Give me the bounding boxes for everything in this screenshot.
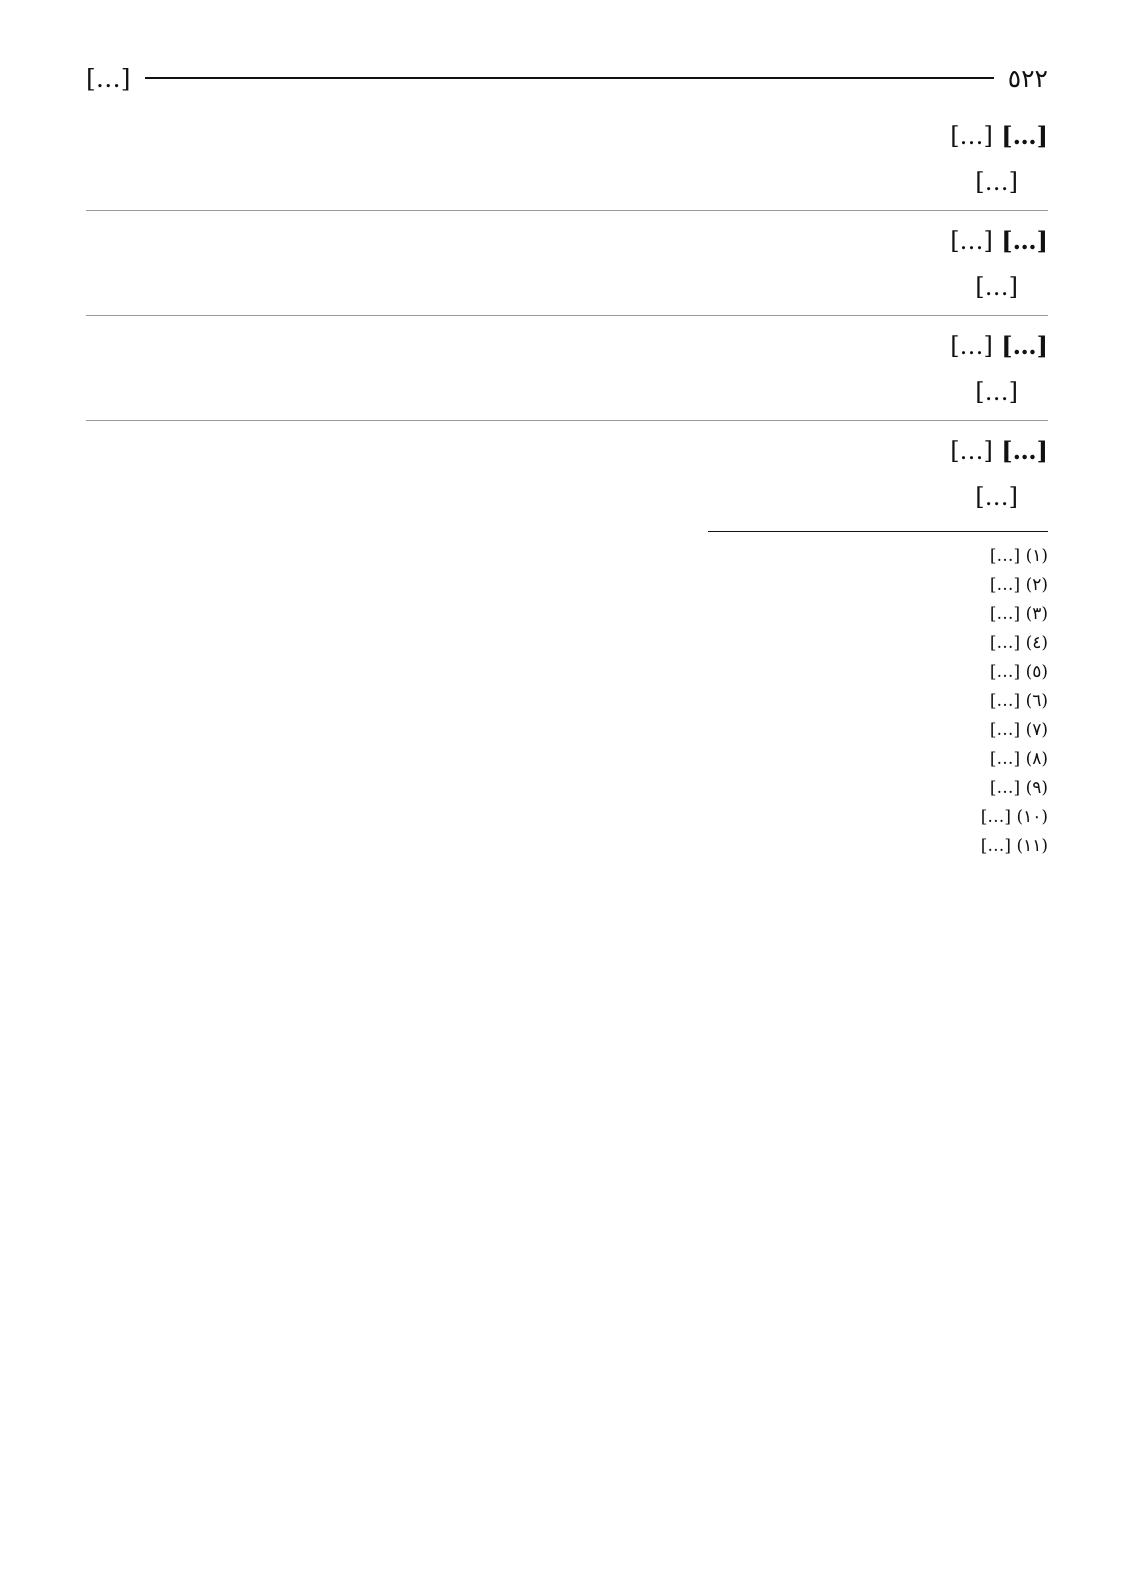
footnote: (١) […] [989,546,1048,566]
footnote: (٩) […] [989,778,1048,798]
paragraph [86,326,1048,366]
paragraph-opener: […] [992,436,1048,465]
running-header [86,58,1048,98]
paragraph-text: […] [975,168,1018,196]
footnote: (٢) […] [989,575,1048,595]
paragraph [86,372,1048,412]
footnote: (٦) […] [989,691,1048,711]
section-divider [86,420,1048,421]
footnote: (٤) […] [989,633,1048,653]
paragraph-text: […] [950,122,993,150]
footnote: (٧) […] [989,720,1048,740]
header-rule [145,77,994,79]
paragraph-text: […] [975,273,1018,301]
paragraph-opener: […] [992,226,1048,255]
footnote: (٨) […] [989,749,1048,769]
footnotes [86,542,1048,861]
paragraph-text: […] [975,483,1018,511]
paragraph [86,477,1048,517]
paragraph [86,431,1048,471]
footnote: (٣) […] [989,604,1048,624]
paragraph-opener: […] [992,121,1048,150]
paragraph [86,116,1048,156]
running-title: […] [86,63,131,93]
paragraph [86,162,1048,202]
paragraph-text: […] [950,437,993,465]
footnote: (١١) […] [980,836,1048,856]
paragraph-text: […] [950,227,993,255]
section-divider [86,315,1048,316]
footnote: (١٠) […] [980,807,1048,827]
footnote-rule [708,531,1048,532]
section-divider [86,210,1048,211]
page-number: ٥٢٢ [1007,63,1048,93]
paragraph-text: […] [950,332,993,360]
paragraph [86,267,1048,307]
paragraph-opener: […] [992,331,1048,360]
page-body [86,116,1048,517]
footnote: (٥) […] [989,662,1048,682]
paragraph [86,221,1048,261]
paragraph-text: […] [975,378,1018,406]
